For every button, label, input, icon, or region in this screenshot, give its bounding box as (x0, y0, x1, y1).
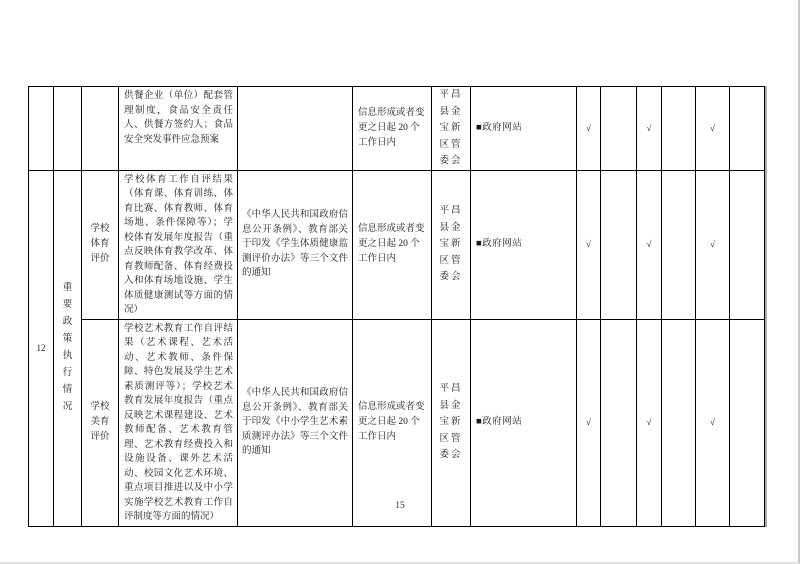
category-label: 重要政策执行情况 (62, 283, 73, 412)
cell-time-limit: 信息形成或者变更之日起 20 个工作日内 (353, 170, 432, 319)
cell-check: √ (696, 319, 730, 526)
cell-check (601, 319, 637, 526)
cell-check (601, 170, 637, 319)
table-row (29, 87, 765, 171)
page-number: 15 (395, 501, 405, 511)
cell-check: √ (637, 87, 662, 171)
cell-check: √ (577, 319, 601, 526)
cell-disclosure-content: 学校艺术教育工作自评结果（艺术课程、艺术活动、艺术教师、条件保障、特色发展及学生艺术素质测评等）；学校艺术教育发展年度报告（重点反映艺术课程建设、艺术教师配备、艺术教育管理、艺术教育经费投入和设施设备、课外艺术活动、校园文化艺术环境、重点项目推进以及中小学实施学校艺术教育工作自评制度等方面的情况） (119, 319, 238, 526)
cell-seq: 12 (29, 170, 54, 526)
table-row (29, 170, 765, 319)
cell-check (601, 87, 637, 171)
cell-check (730, 319, 765, 526)
cell-check: √ (577, 170, 601, 319)
cell-item: 学校美育评价 (82, 319, 119, 526)
cell-disclosure-content: 供餐企业（单位）配套管理制度，食品安全责任人、供餐方签约人；食品安全突发事件应急预案 (119, 87, 238, 171)
cell-disclosure-content: 学校体育工作自评结果（体育课、体育训练、体育比赛、体育教师、体育场地、条件保障等）；学校体育发展年度报告（重点反映体育教学改革、体育教师配备、体育经费投入和体育场地设施、学生体质健康测试等方面的情况） (119, 170, 238, 319)
table-row (29, 319, 765, 526)
cell-check (662, 87, 696, 171)
cell-item (82, 87, 119, 171)
cell-channel: ■政府网站 (471, 170, 577, 319)
cell-check: √ (637, 170, 662, 319)
cell-check (662, 170, 696, 319)
cell-check: √ (577, 87, 601, 171)
cell-channel: ■政府网站 (471, 319, 577, 526)
cell-check: √ (696, 170, 730, 319)
cell-legal-basis: 《中华人民共和国政府信息公开条例》、教育部关于印发《中小学生艺术素质测评办法》等三个文件的通知 (238, 319, 353, 526)
cell-time-limit: 信息形成或者变更之日起 20 个工作日内 (353, 87, 432, 171)
cell-channel: ■政府网站 (471, 87, 577, 171)
disclosure-directory-table (28, 86, 765, 527)
cell-time-limit: 信息形成或者变更之日起 20 个工作日内 (353, 319, 432, 526)
cell-check: √ (637, 319, 662, 526)
cell-check: √ (696, 87, 730, 171)
cell-check (662, 319, 696, 526)
cell-responsible-unit: 平昌县金宝新区管委会 (432, 319, 471, 526)
cell-check (730, 170, 765, 319)
cell-item: 学校体育评价 (82, 170, 119, 319)
cell-seq (29, 87, 54, 171)
cell-category (54, 170, 82, 526)
cell-legal-basis (238, 87, 353, 171)
cell-check (730, 87, 765, 171)
cell-legal-basis: 《中华人民共和国政府信息公开条例》、教育部关于印发《学生体质健康监测评价办法》等三个文件的通知 (238, 170, 353, 319)
cell-responsible-unit: 平昌县金宝新区管委会 (432, 87, 471, 171)
cell-category (54, 87, 82, 171)
cell-responsible-unit: 平昌县金宝新区管委会 (432, 170, 471, 319)
